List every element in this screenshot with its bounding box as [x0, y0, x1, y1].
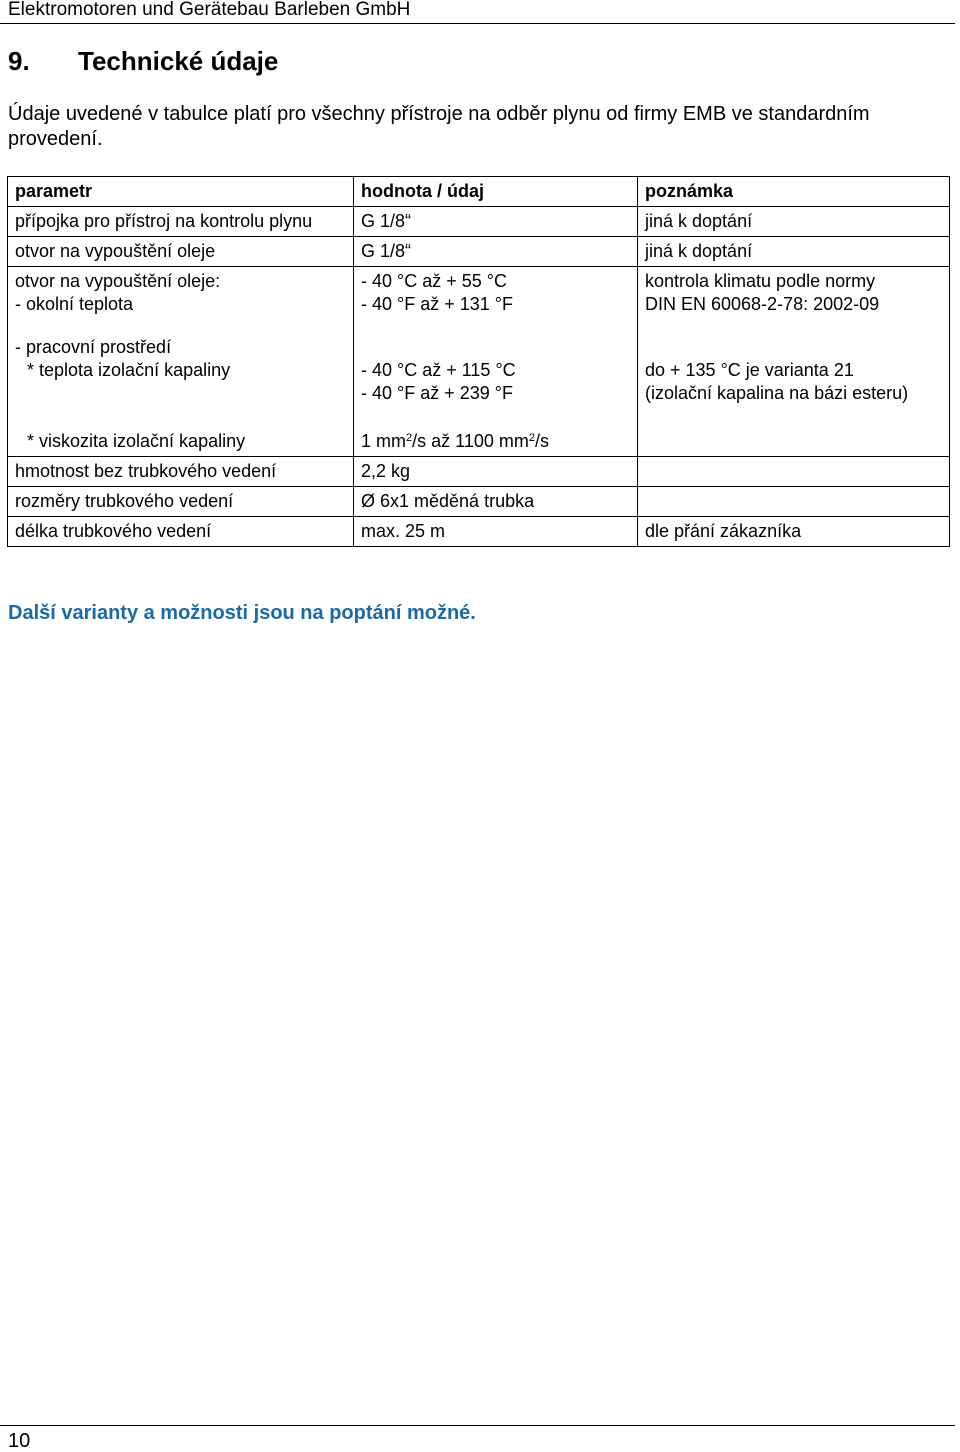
company-name: Elektromotoren und Gerätebau Barleben GmbH	[8, 0, 411, 20]
cell-parameter: rozměry trubkového vedení	[8, 487, 354, 517]
table-header-row	[8, 177, 950, 207]
header-parameter: parametr	[8, 177, 354, 207]
value-line: - 40 °F až + 131 °F	[361, 294, 513, 314]
page-number: 10	[8, 1430, 31, 1452]
spacer	[645, 316, 942, 336]
cell-parameter: přípojka pro přístroj na kontrolu plynu	[8, 207, 354, 237]
company-header	[0, 0, 955, 24]
value-line: - 40 °C až + 115 °C	[361, 360, 516, 380]
cell-parameter	[8, 267, 354, 457]
param-line: - okolní teplota	[15, 294, 134, 314]
superscript: 2	[406, 432, 413, 444]
table-row	[8, 487, 950, 517]
param-line: otvor na vypouštění oleje:	[15, 271, 221, 291]
note-line: kontrola klimatu podle normy	[645, 271, 876, 291]
cell-value: G 1/8“	[354, 237, 638, 267]
footer-divider	[0, 1425, 955, 1426]
note-line: (izolační kapalina na bázi esteru)	[645, 383, 909, 403]
table-row	[8, 517, 950, 547]
table-row	[8, 457, 950, 487]
table-row	[8, 207, 950, 237]
note-line: DIN EN 60068-2-78: 2002-09	[645, 294, 880, 314]
header-note: poznámka	[638, 177, 950, 207]
param-line: * teplota izolační kapaliny	[27, 360, 231, 380]
variants-note: Další varianty a možnosti jsou na poptání možné.	[8, 602, 476, 624]
intro-paragraph: Údaje uvedené v tabulce platí pro všechny přístroje na odběr plynu od firmy EMB ve standardním provedení.	[8, 103, 870, 150]
section-number: 9.	[8, 46, 30, 76]
cell-value: G 1/8“	[354, 207, 638, 237]
technical-data-table	[7, 176, 950, 547]
param-line: - pracovní prostředí	[15, 337, 172, 357]
superscript: 2	[528, 432, 535, 444]
cell-value: 2,2 kg	[354, 457, 638, 487]
cell-note: jiná k doptání	[638, 237, 950, 267]
cell-note: dle přání zákazníka	[638, 517, 950, 547]
viscosity-text: /s	[534, 431, 549, 451]
cell-note: jiná k doptání	[638, 207, 950, 237]
spacer	[361, 316, 630, 336]
cell-note	[638, 487, 950, 517]
cell-parameter: délka trubkového vedení	[8, 517, 354, 547]
header-value: hodnota / údaj	[354, 177, 638, 207]
cell-note	[638, 267, 950, 457]
cell-note	[638, 457, 950, 487]
table-row-temperature	[8, 267, 950, 457]
viscosity-text: 1 mm	[361, 431, 406, 451]
spacer	[15, 316, 346, 336]
spacer	[361, 405, 630, 430]
value-line: - 40 °F až + 239 °F	[361, 383, 513, 403]
param-line: * viskozita izolační kapaliny	[27, 431, 246, 451]
value-line: - 40 °C až + 55 °C	[361, 271, 507, 291]
spacer	[15, 382, 346, 405]
cell-parameter: otvor na vypouštění oleje	[8, 237, 354, 267]
value-line-viscosity	[361, 430, 630, 453]
section-title	[8, 46, 278, 76]
section-title-text: Technické údaje	[78, 46, 279, 76]
spacer	[645, 336, 942, 359]
cell-parameter: hmotnost bez trubkového vedení	[8, 457, 354, 487]
spacer	[361, 336, 630, 359]
cell-value	[354, 267, 638, 457]
cell-value: max. 25 m	[354, 517, 638, 547]
spacer	[15, 405, 346, 430]
cell-value: Ø 6x1 měděná trubka	[354, 487, 638, 517]
note-line: do + 135 °C je varianta 21	[645, 360, 854, 380]
table-row	[8, 237, 950, 267]
viscosity-text: /s až 1100 mm	[412, 431, 529, 451]
